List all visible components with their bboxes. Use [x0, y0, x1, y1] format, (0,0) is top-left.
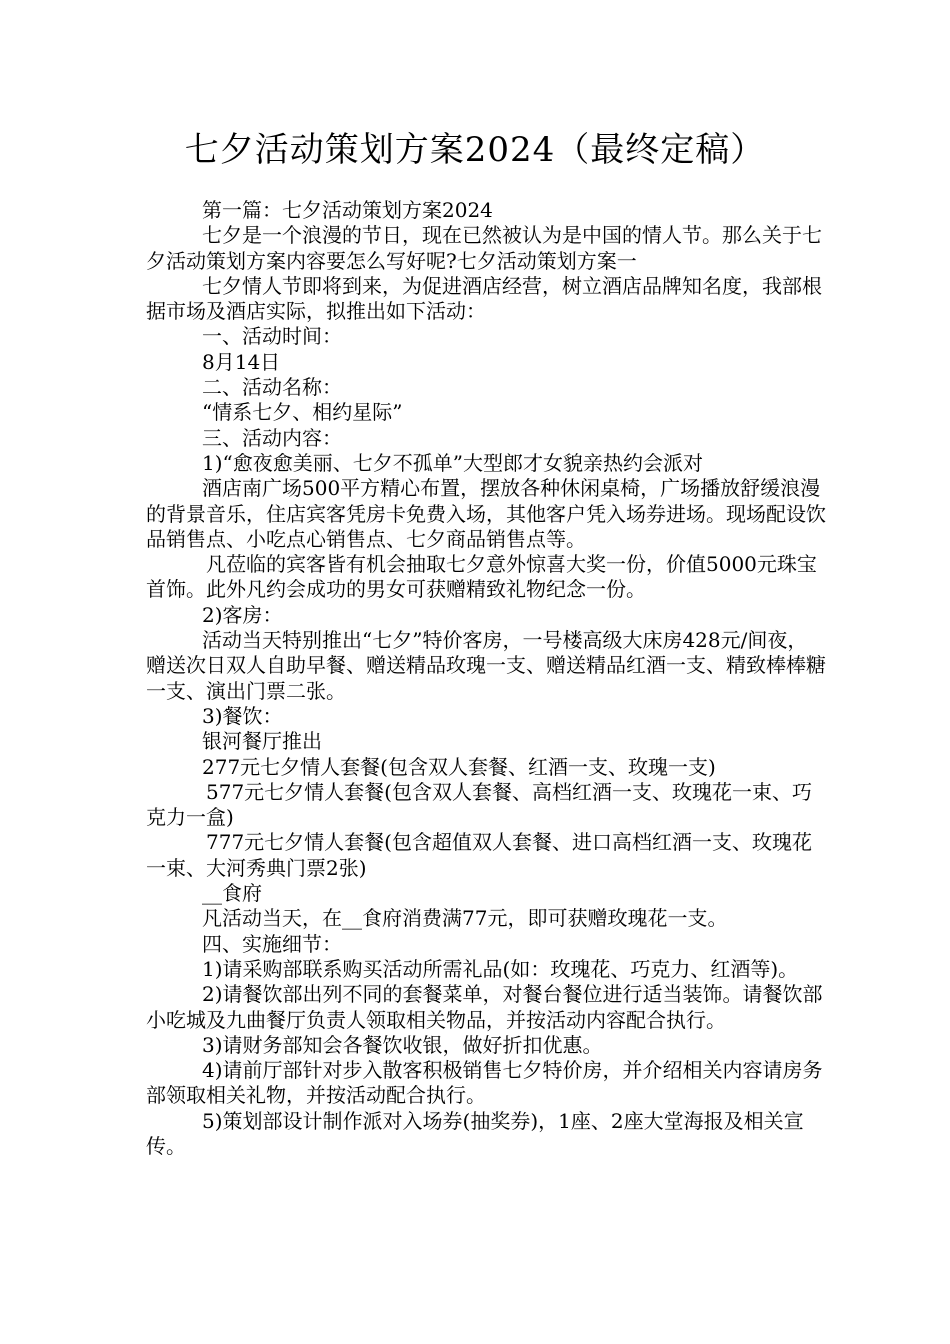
section-heading: 三、活动内容：	[202, 425, 342, 450]
paragraph: 277元七夕情人套餐(包含双人套餐、红酒一支、玫瑰一支)	[202, 754, 716, 779]
list-item: 1)“愈夜愈美丽、七夕不孤单”大型郎才女貌亲热约会派对	[202, 450, 703, 475]
list-item: 2)客房：	[202, 602, 283, 627]
list-item: 3)餐饮：	[202, 703, 283, 728]
paragraph: “情系七夕、相约星际”	[202, 400, 403, 425]
section-heading: 二、活动名称：	[202, 375, 342, 400]
paragraph: __食府	[202, 881, 262, 906]
paragraph: 七夕是一个浪漫的节日，现在已然被认为是中国的情人节。那么关于七夕活动策划方案内容要怎么写好呢?七夕活动策划方案一	[146, 223, 822, 273]
paragraph: 8月14日	[202, 349, 281, 374]
list-item: 5)策划部设计制作派对入场券(抽奖券)，1座、2座大堂海报及相关宣传。	[146, 1108, 804, 1158]
section-heading: 四、实施细节：	[202, 931, 342, 956]
section-heading: 一、活动时间：	[202, 324, 342, 349]
paragraph: 凡莅临的宾客皆有机会抽取七夕意外惊喜大奖一份，价值5000元珠宝首饰。此外凡约会成功的男女可获赠精致礼物纪念一份。	[146, 552, 817, 602]
paragraph: 577元七夕情人套餐(包含双人套餐、高档红酒一支、玫瑰花一束、巧克力一盒)	[146, 779, 812, 830]
document-title: 七夕活动策划方案2024（最终定稿）	[184, 130, 766, 170]
list-item: 4)请前厅部针对步入散客积极销售七夕特价房，并介绍相关内容请房务部领取相关礼物，并按活动配合执行。	[146, 1058, 823, 1108]
document-body	[146, 198, 826, 1159]
paragraph: 七夕情人节即将到来，为促进酒店经营，树立酒店品牌知名度，我部根据市场及酒店实际，拟推出如下活动：	[146, 273, 822, 324]
list-item: 3)请财务部知会各餐饮收银，做好折扣优惠。	[202, 1032, 603, 1057]
section-heading: 第一篇：七夕活动策划方案2024	[202, 198, 493, 222]
paragraph: 凡活动当天，在__食府消费满77元，即可获赠玫瑰花一支。	[202, 906, 728, 931]
list-item: 2)请餐饮部出列不同的套餐菜单，对餐台餐位进行适当装饰。请餐饮部小吃城及九曲餐厅负责人领取相关物品，并按活动内容配合执行。	[146, 982, 823, 1032]
paragraph: 777元七夕情人套餐(包含超值双人套餐、进口高档红酒一支、玫瑰花一束、大河秀典门票2张)	[146, 830, 812, 880]
paragraph: 酒店南广场500平方精心布置，摆放各种休闲桌椅，广场播放舒缓浪漫的背景音乐，住店宾客凭房卡免费入场，其他客户凭入场券进场。现场配设饮品销售点、小吃点心销售点、七夕商品销售点等。	[146, 476, 826, 551]
list-item: 1)请采购部联系购买活动所需礼品(如：玫瑰花、巧克力、红酒等)。	[202, 956, 799, 981]
paragraph: 活动当天特别推出“七夕”特价客房，一号楼高级大床房428元/间夜，赠送次日双人自助早餐、赠送精品玫瑰一支、赠送精品红酒一支、精致棒棒糖一支、演出门票二张。	[146, 628, 826, 703]
paragraph: 银河餐厅推出	[202, 729, 322, 754]
